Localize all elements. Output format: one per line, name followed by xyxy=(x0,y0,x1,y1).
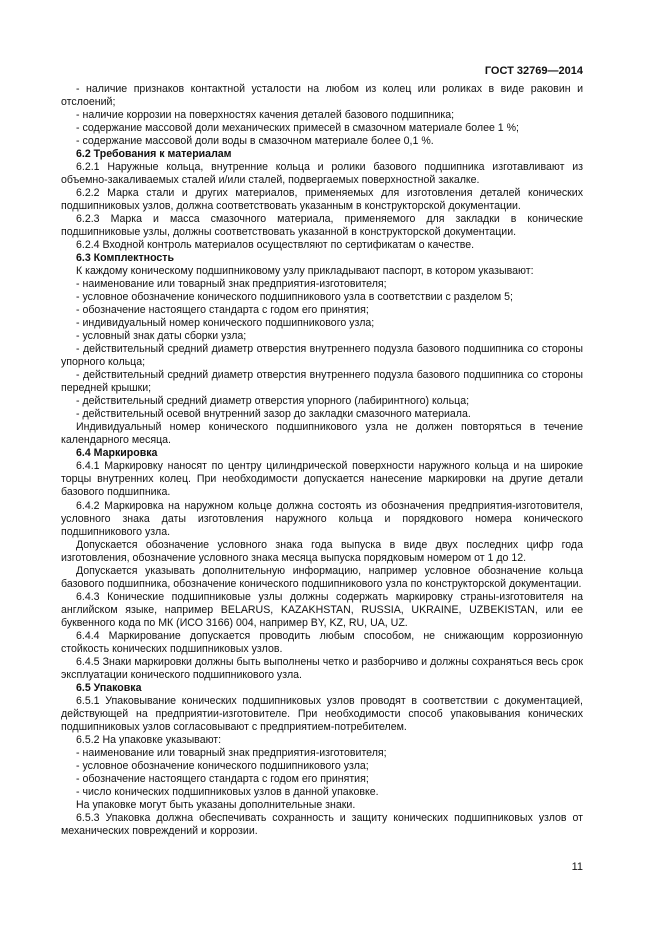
list-item: - действительный средний диаметр отверстия упорного (лабиринтного) кольца; xyxy=(76,395,470,408)
paragraph: 6.5.2 На упаковке указывают: xyxy=(76,733,222,746)
paragraph: Допускается обозначение условного знака года выпуска в виде двух последних цифр года изготовления, обозначение условного знака месяца выпуска порядковым номером от 1 до 12. xyxy=(61,538,583,564)
paragraph: 6.2.2 Марка стали и других материалов, применяемых для изготовления деталей конических подшипниковых узлов, должна соответствовать указанным в конструкторской документации. xyxy=(61,187,583,213)
paragraph: 6.5.1 Упаковывание конических подшипниковых узлов проводят в соответствии с документацией, действующей на предприятии-изготовителе. При необходимости способ упаковывания конических подшипниковых узлов согласовывают с предприятием-потребителем. xyxy=(61,694,583,733)
paragraph: 6.4.2 Маркировка на наружном кольце должна состоять из обозначения предприятия-изготовителя, условного знака даты изготовления наружного кольца и порядкового номера конического подшипникового узла. xyxy=(61,499,583,538)
paragraph: 6.2.4 Входной контроль материалов осуществляют по сертификатам о качестве. xyxy=(76,239,475,252)
document-code: ГОСТ 32769—2014 xyxy=(484,65,583,77)
list-item: - обозначение настоящего стандарта с годом его принятия; xyxy=(76,304,369,317)
section-heading: 6.5 Упаковка xyxy=(76,681,142,694)
document-body xyxy=(61,83,583,838)
page-number: 11 xyxy=(571,861,583,873)
list-item: - обозначение настоящего стандарта с годом его принятия; xyxy=(76,772,369,785)
paragraph: На упаковке могут быть указаны дополнительные знаки. xyxy=(76,798,356,811)
list-item: - условное обозначение конического подшипникового узла в соответствии с разделом 5; xyxy=(76,291,513,304)
paragraph: Допускается указывать дополнительную информацию, например условное обозначение кольца базового подшипника, обозначение конического подшипникового узла по конструкторской документации. xyxy=(61,564,583,590)
list-item: - действительный средний диаметр отверстия внутреннего подузла базового подшипника со стороны передней крышки; xyxy=(61,369,583,395)
list-item: - наименование или товарный знак предприятия-изготовителя; xyxy=(76,746,387,759)
list-item: - действительный осевой внутренний зазор до закладки смазочного материала. xyxy=(76,408,471,421)
paragraph: 6.5.3 Упаковка должна обеспечивать сохранность и защиту конических подшипниковых узлов от механических повреждений и коррозии. xyxy=(61,811,583,837)
list-item: - содержание массовой доли воды в смазочном материале более 0,1 %. xyxy=(76,135,434,148)
list-item: - условное обозначение конического подшипникового узла; xyxy=(76,759,369,772)
section-heading: 6.2 Требования к материалам xyxy=(76,148,232,161)
paragraph: 6.2.1 Наружные кольца, внутренние кольца и ролики базового подшипника изготавливают из объемно-закаливаемых сталей и/или сталей, подвергаемых поверхностной закалке. xyxy=(61,161,583,187)
paragraph: 6.2.3 Марка и масса смазочного материала, применяемого для закладки в конические подшипниковые узлы, должны соответствовать указанной в конструкторской документации. xyxy=(61,213,583,239)
list-item: - индивидуальный номер конического подшипникового узла; xyxy=(76,317,375,330)
list-item: - содержание массовой доли механических примесей в смазочном материале более 1 %; xyxy=(76,122,519,135)
list-item: - наименование или товарный знак предприятия-изготовителя; xyxy=(76,278,387,291)
list-item: - наличие коррозии на поверхностях качения деталей базового подшипника; xyxy=(76,109,455,122)
paragraph: 6.4.3 Конические подшипниковые узлы должны содержать маркировку страны-изготовителя на английском языке, например BELARUS, KAZAKHSTAN, RUSSIA, UKRAINE, UZBEKISTAN, или ее буквенного кода по МК (ИСО 3166) 004, например BY, KZ, RU, UA, UZ. xyxy=(61,590,583,629)
list-item: - действительный средний диаметр отверстия внутреннего подузла базового подшипника со стороны упорного кольца; xyxy=(61,343,583,369)
list-item: - наличие признаков контактной усталости на любом из колец или роликах в виде раковин и отслоений; xyxy=(61,83,583,109)
paragraph: К каждому коническому подшипниковому узлу прикладывают паспорт, в котором указывают: xyxy=(76,265,534,278)
section-heading: 6.4 Маркировка xyxy=(76,447,158,460)
paragraph: 6.4.5 Знаки маркировки должны быть выполнены четко и разборчиво и должны сохраняться весь срок эксплуатации конического подшипникового узла. xyxy=(61,655,583,681)
list-item: - условный знак даты сборки узла; xyxy=(76,330,247,343)
paragraph: 6.4.4 Маркирование допускается проводить любым способом, не снижающим коррозионную стойкость конических подшипниковых узлов. xyxy=(61,629,583,655)
section-heading: 6.3 Комплектность xyxy=(76,252,174,265)
list-item: - число конических подшипниковых узлов в данной упаковке. xyxy=(76,785,379,798)
paragraph: Индивидуальный номер конического подшипникового узла не должен повторяться в течение календарного месяца. xyxy=(61,421,583,447)
paragraph: 6.4.1 Маркировку наносят по центру цилиндрической поверхности наружного кольца и на широкие торцы внутренних колец. При необходимости допускается нанесение маркировки на другие детали базового подшипника. xyxy=(61,460,583,499)
